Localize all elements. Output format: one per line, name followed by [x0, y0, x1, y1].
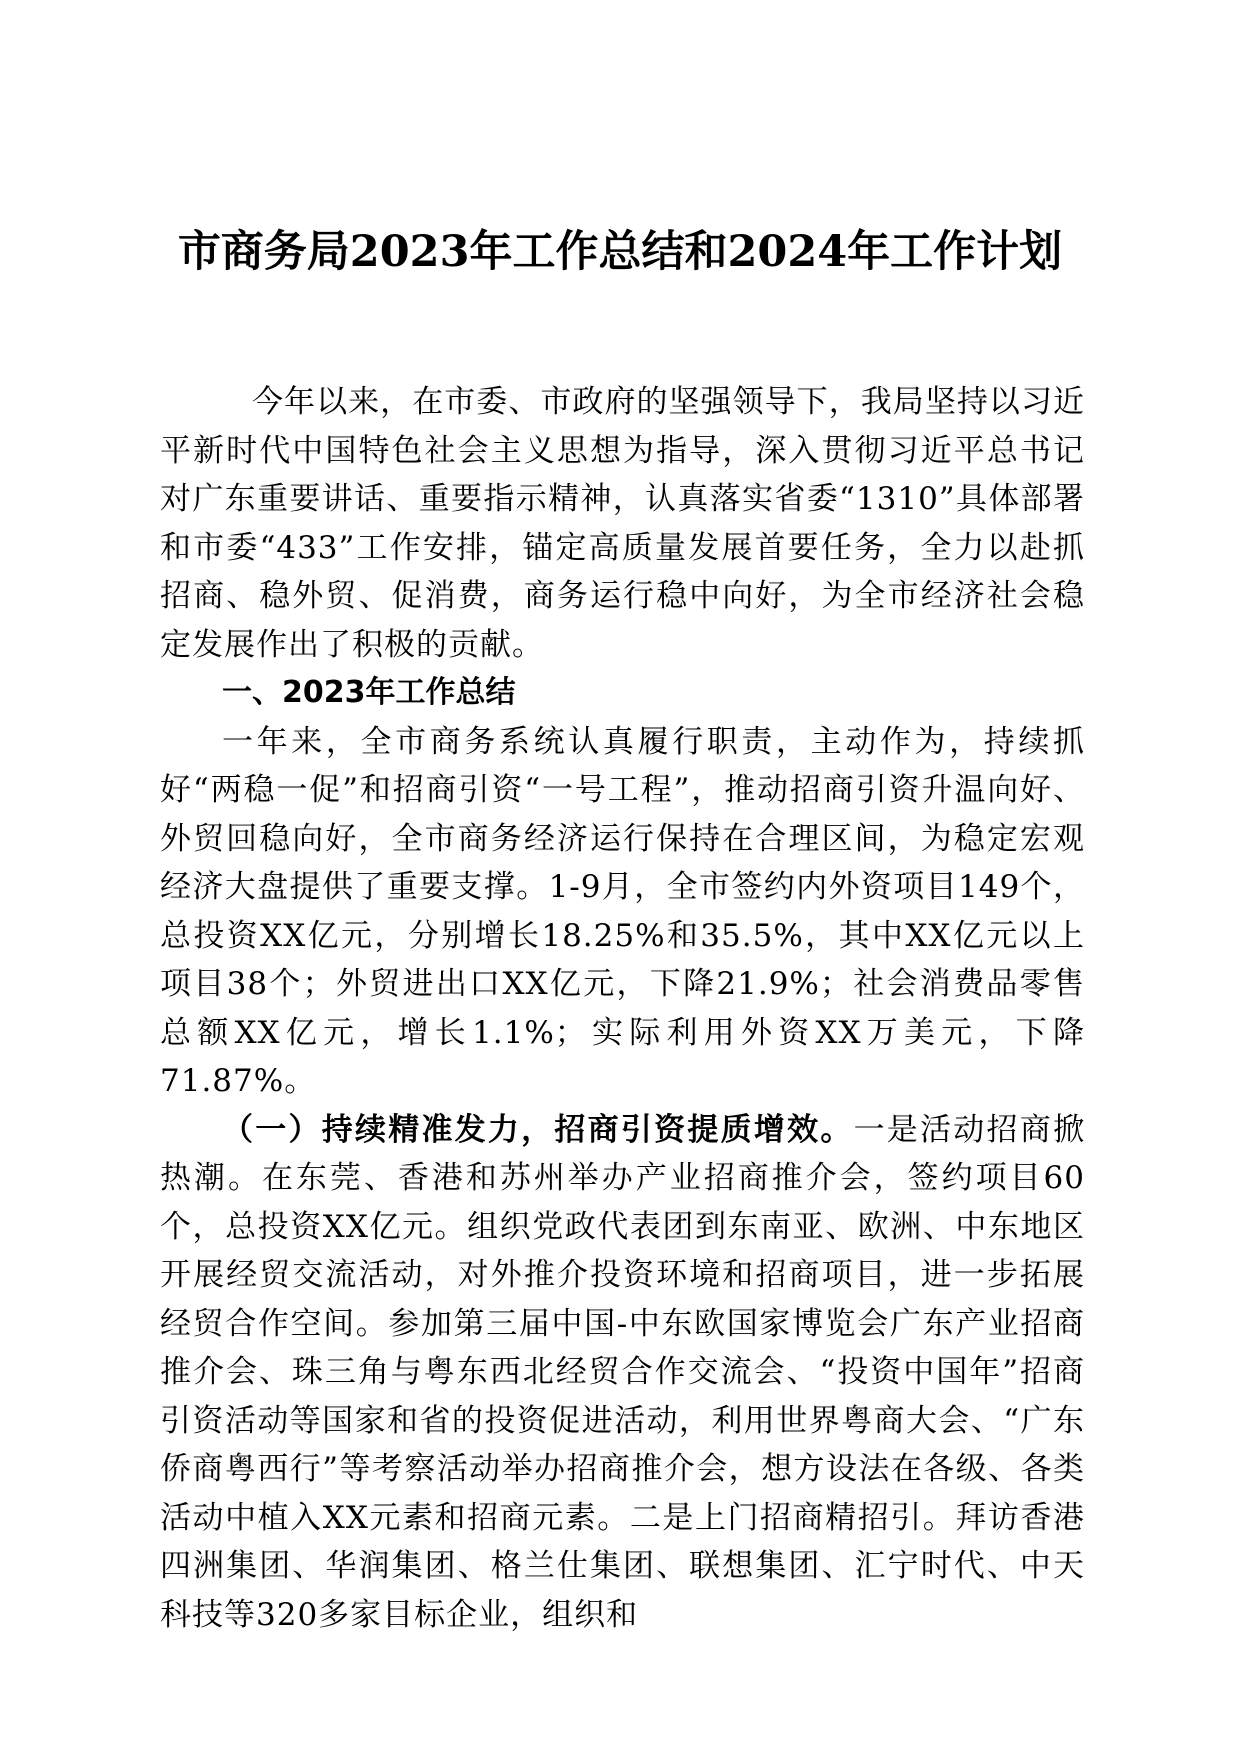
summary-paragraph: 一年来，全市商务系统认真履行职责，主动作为，持续抓好“两稳一促”和招商引资“一号工程”，推动招商引资升温向好、外贸回稳向好，全市商务经济运行保持在合理区间，为稳定宏观经济大盘提供了重要支撑。1-9月，全市签约内外资项目149个，总投资XX亿元，分别增长18.25%和35.5%，其中XX亿元以上项目38个；外贸进出口XX亿元，下降21.9%；社会消费品零售总额XX亿元，增长1.1%；实际利用外资XX万美元，下降71.87%。: [160, 723, 1085, 1099]
document-body: [160, 378, 1085, 1639]
document-title: 市商务局2023年工作总结和2024年工作计划: [177, 227, 1063, 277]
subsection-paragraph: [160, 1106, 1085, 1640]
subsection-lead: （一）持续精准发力，招商引资提质增效。: [222, 1111, 854, 1148]
section-heading: 一、2023年工作总结: [222, 675, 516, 710]
subsection-text: 一是活动招商掀热潮。在东莞、香港和苏州举办产业招商推介会，签约项目60个，总投资XX亿元。组织党政代表团到东南亚、欧洲、中东地区开展经贸交流活动，对外推介投资环境和招商项目，进一步拓展经贸合作空间。参加第三届中国-中东欧国家博览会广东产业招商推介会、珠三角与粤东西北经贸合作交流会、“投资中国年”招商引资活动等国家和省的投资促进活动，利用世界粤商大会、“广东侨商粤西行”等考察活动举办招商推介会，想方设法在各级、各类活动中植入XX元素和招商元素。二是上门招商精招引。拜访香港四洲集团、华润集团、格兰仕集团、联想集团、汇宁时代、中天科技等320多家目标企业，组织和: [160, 1111, 1086, 1633]
intro-paragraph: 今年以来，在市委、市政府的坚强领导下，我局坚持以习近平新时代中国特色社会主义思想为指导，深入贯彻习近平总书记对广东重要讲话、重要指示精神，认真落实省委“1310”具体部署和市委“433”工作安排，锚定高质量发展首要任务，全力以赴抓招商、稳外贸、促消费，商务运行稳中向好，为全市经济社会稳定发展作出了积极的贡献。: [160, 384, 1085, 663]
